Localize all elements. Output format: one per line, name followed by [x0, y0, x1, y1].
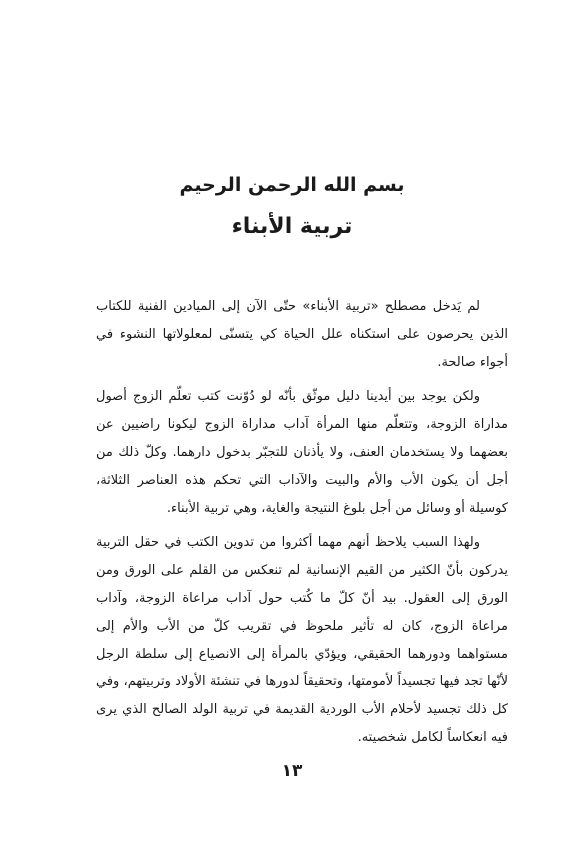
- page-title: تربية الأبناء: [231, 214, 353, 239]
- page-number: ١٣: [281, 761, 303, 781]
- paragraph: ولكن يوجد بين أيدينا دليل موثّق بأنّه لو دُوّنت كتب تعلّم الزوج أصول مداراة الزوجة، وتتعلّم منها المرأة آداب مداراة الزوج ليكونا راضيين عن بعضهما ولا يستخدمان العنف، ولا يأذنان للتجبّر بدخول دارهما. وكلّ ذلك من أجل أن يكون الأب والأم والبيت والآداب التي تحكم هذه العناصر الثلاثة، كوسيلة أو وسائل من أجل بلوغ النتيجة والغاية، وهي تربية الأبناء.: [96, 389, 508, 516]
- body-text: [96, 293, 508, 752]
- paragraph: لم يَدخل مصطلح «تربية الأبناء» حتّى الآن إلى الميادين الفنية للكتاب الذين يحرصون على استكناه علل الحياة كي يتسنّى لمعلولاتها النشوء في أجواء صالحة.: [96, 299, 508, 370]
- paragraph: ولهذا السبب يلاحظ أنهم مهما أكثروا من تدوين الكتب في حقل التربية يدركون بأنّ الكثير من القيم الإنسانية لم تنعكس من القلم على الورق ومن الورق إلى العقول. بيد أنّ كلّ ما كُتب حول آداب مراعاة الزوجة، وآداب مراعاة الزوج، كان له تأثير ملحوظ في تقريب كلّ من الأب والأم إلى مستواهما ودورهما الحقيقي، ويؤدّي بالمرأة إلى الانصياع إلى سلطة الرجل لأنّها تجد فيها تجسيداً لأمومتها، وتحقيقاً لدورها في تنشئة الأولاد وتربيتهم، وفي كل ذلك تجسيد لأحلام الأب الوردية القديمة في تربية الولد الصالح الذي يرى فيه انعكاساً لكامل شخصيته.: [96, 535, 508, 745]
- basmala-heading: بسم الله الرحمن الرحيم: [179, 174, 405, 196]
